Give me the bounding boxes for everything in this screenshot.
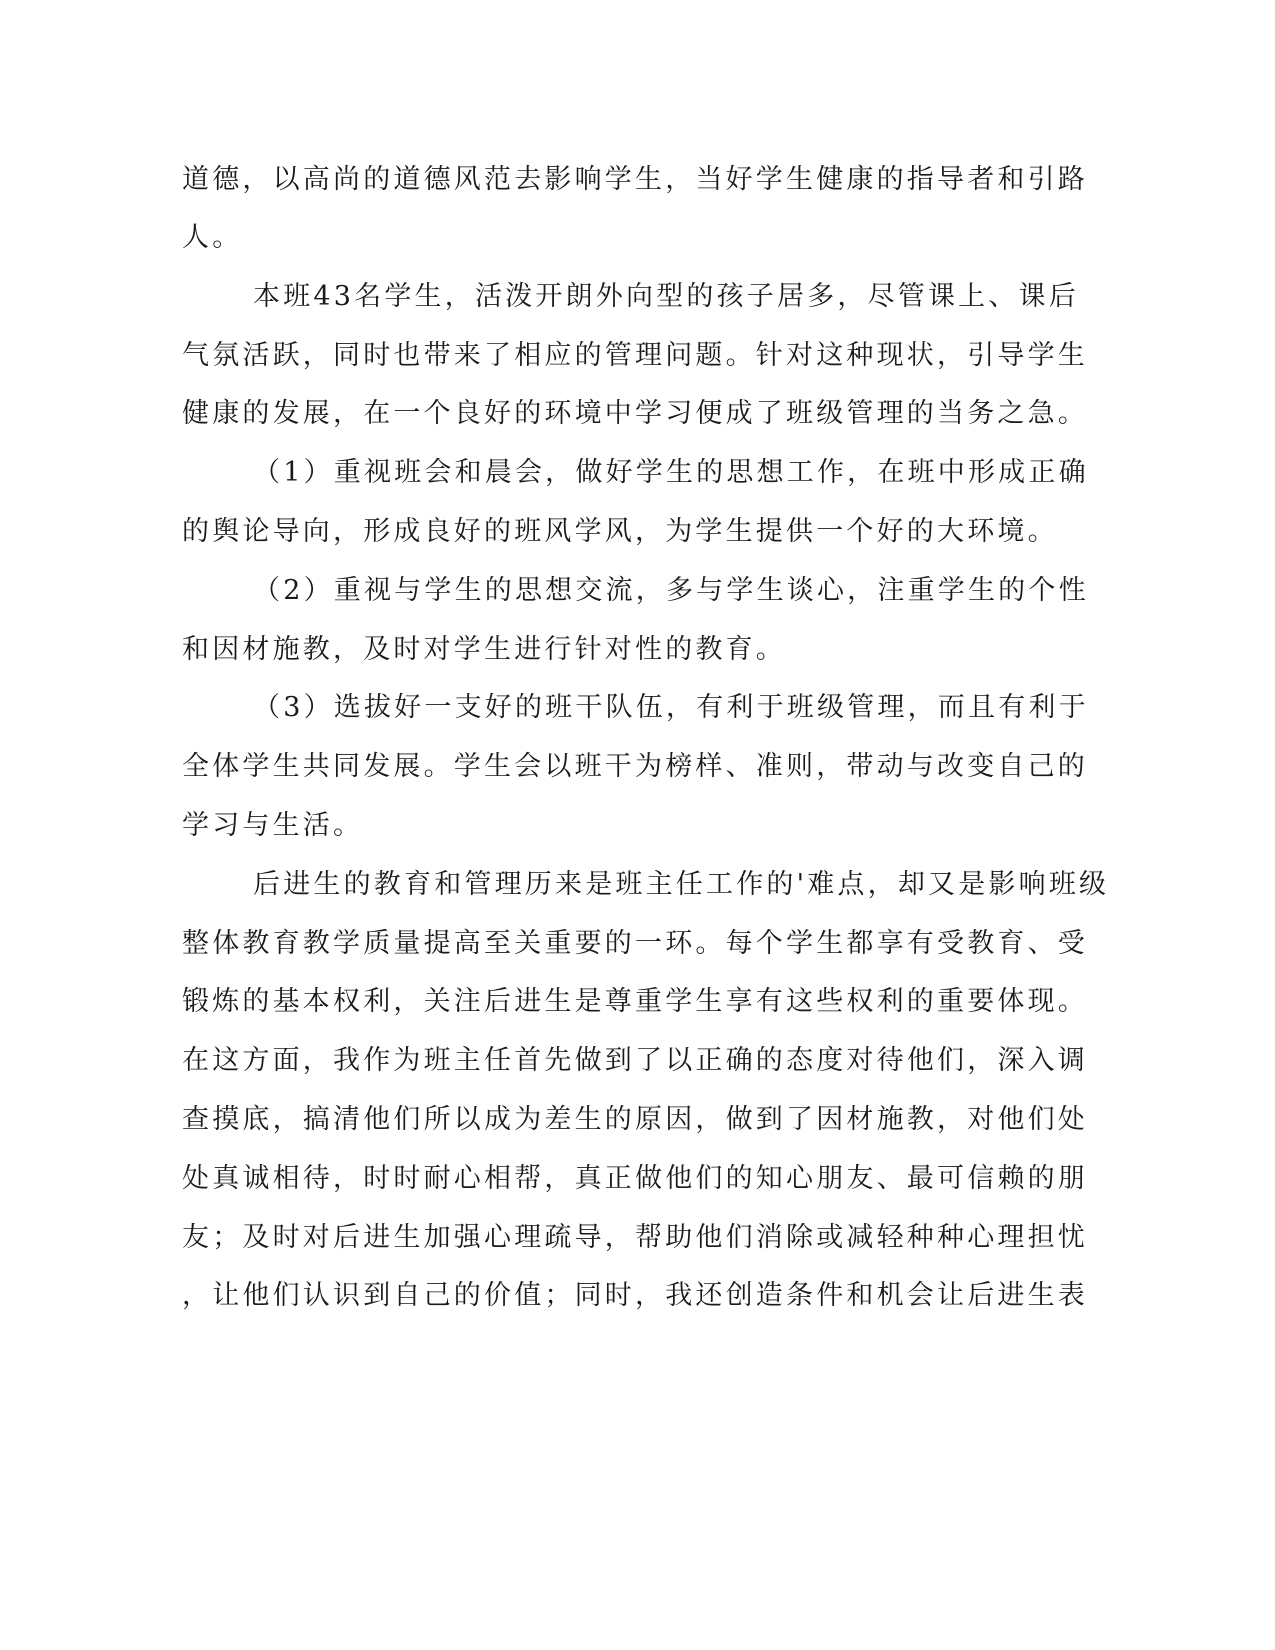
text-line: （3）选拔好一支好的班干队伍，有利于班级管理，而且有利于 [253, 692, 1089, 723]
text-line: 人。 [182, 222, 243, 253]
text-line: 处真诚相待，时时耐心相帮，真正做他们的知心朋友、最可信赖的朋 [182, 1163, 1088, 1194]
text-line: 查摸底，搞清他们所以成为差生的原因，做到了因材施教，对他们处 [182, 1104, 1088, 1135]
text-line: （2）重视与学生的思想交流，多与学生谈心，注重学生的个性 [253, 575, 1089, 606]
text-line: 健康的发展，在一个良好的环境中学习便成了班级管理的当务之急。 [182, 398, 1088, 429]
text-line: ，让他们认识到自己的价值；同时，我还创造条件和机会让后进生表 [182, 1280, 1088, 1311]
text-line: 锻炼的基本权利，关注后进生是尊重学生享有这些权利的重要体现。 [182, 986, 1088, 1017]
text-line: 气氛活跃，同时也带来了相应的管理问题。针对这种现状，引导学生 [182, 340, 1088, 371]
text-line: 后进生的教育和管理历来是班主任工作的'难点，却又是影响班级 [253, 869, 1110, 900]
text-line: 学习与生活。 [182, 810, 364, 841]
text-line: 道德，以高尚的道德风范去影响学生，当好学生健康的指导者和引路 [182, 164, 1088, 195]
text-line: 的舆论导向，形成良好的班风学风，为学生提供一个好的大环境。 [182, 516, 1058, 547]
text-line: 本班43名学生，活泼开朗外向型的孩子居多，尽管课上、课后 [253, 281, 1079, 312]
text-line: （1）重视班会和晨会，做好学生的思想工作，在班中形成正确 [253, 457, 1089, 488]
text-line: 整体教育教学质量提高至关重要的一环。每个学生都享有受教育、受 [182, 928, 1088, 959]
text-line: 友；及时对后进生加强心理疏导，帮助他们消除或减轻种种心理担忧 [182, 1222, 1088, 1253]
text-line: 全体学生共同发展。学生会以班干为榜样、准则，带动与改变自己的 [182, 751, 1088, 782]
text-line: 和因材施教，及时对学生进行针对性的教育。 [182, 634, 786, 665]
text-line: 在这方面，我作为班主任首先做到了以正确的态度对待他们，深入调 [182, 1045, 1088, 1076]
